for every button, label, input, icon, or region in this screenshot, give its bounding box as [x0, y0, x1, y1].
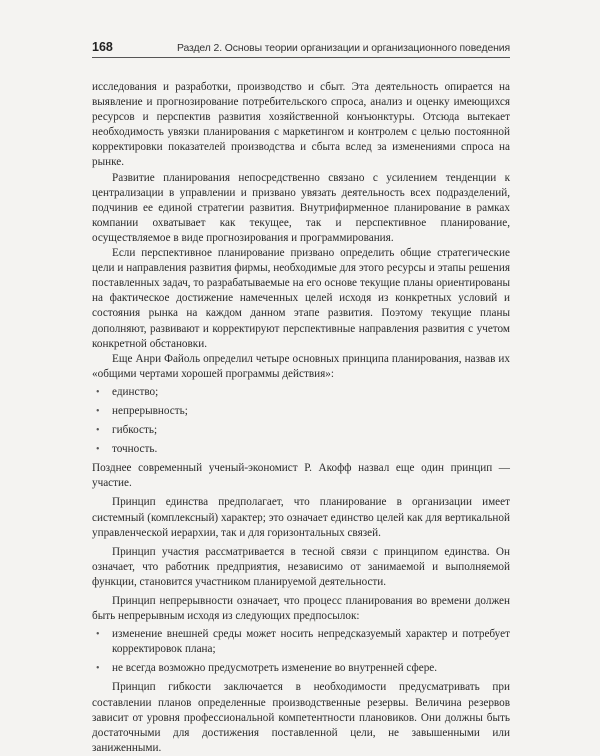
paragraph: Еще Анри Файоль определил четыре основных принципа планирования, назвав их «общими чертами хорошей программы действия»:	[92, 352, 510, 380]
paragraph: Принцип участия рассматривается в тесной связи с принципом единства. Он означает, что работник предприятия, независимо от занимаемой и выполняемой функции, становится участником планируемой деятельности.	[92, 545, 510, 588]
paragraph: Позднее современный ученый-экономист Р. Акофф назвал еще один принцип — участие.	[92, 462, 510, 490]
list-item: • точность.	[92, 442, 510, 457]
running-head: Раздел 2. Основы теории организации и организационного поведения	[176, 43, 510, 54]
paragraph: Если перспективное планирование призвано определить общие стратегические цели и направления развития фирмы, необходимые для этого ресурсы и этапы решения поставленных задач, то разрабатываемые на его основе текущие планы ориентированы на фактическое достижение намеченных целей исходя из конкретных условий и состояния рынка на каждом данном этапе развития. Поэтому текущие планы дополняют, развивают и корректируют перспективные направления развития с учетом конкретной обстановки.	[92, 247, 510, 350]
paragraph: исследования и разработки, производство и сбыт. Эта деятельность опирается на выявление и прогнозирование потребительского спроса, анализ и оценку имеющихся ресурсов и перспектив развития хозяйственной конъюнктуры. Отсюда вытекает необходимость увязки планирования с маркетингом и контролем с целью постоянной корректировки показателей производства и сбыта вслед за изменениями спроса на рынке.	[92, 81, 510, 169]
list-item: • гибкость;	[92, 423, 510, 438]
body-text	[92, 80, 510, 756]
page-number: 168	[92, 40, 113, 54]
paragraph: Принцип гибкости заключается в необходимости предусматривать при составлении планов определенные производственные резервы. Величина резервов зависит от уровня профессиональной компетентности плановиков. Они должны быть достаточными для достижения поставленной цели, не завышенными или заниженными.	[92, 681, 510, 754]
list-item: • не всегда возможно предусмотреть изменение во внутренней сфере.	[92, 661, 510, 676]
list-item: • изменение внешней среды может носить непредсказуемый характер и потребует корректировок плана;	[92, 627, 510, 657]
list-item: • непрерывность;	[92, 404, 510, 419]
paragraph: Развитие планирования непосредственно связано с усилением тенденции к централизации в управлении и призвано увязать деятельность всех подразделений, подчинив ее единой стратегии развития. Внутрифирменное планирование в рамках компании охватывает как текущее, так и перспективное планирование, осуществляемое в виде прогнозирования и программирования.	[92, 171, 510, 244]
page-header	[92, 40, 510, 58]
fayol-principles-list	[92, 385, 510, 457]
list-item: • единство;	[92, 385, 510, 400]
paragraph: Принцип непрерывности означает, что процесс планирования во времени должен быть непрерывным исходя из следующих предпосылок:	[92, 595, 510, 623]
paragraph: Принцип единства предполагает, что планирование в организации имеет системный (комплексный) характер; это означает единство целей как для вертикальной управленческой иерархии, так и для горизонтальных связей.	[92, 496, 510, 539]
continuity-premises-list	[92, 627, 510, 676]
